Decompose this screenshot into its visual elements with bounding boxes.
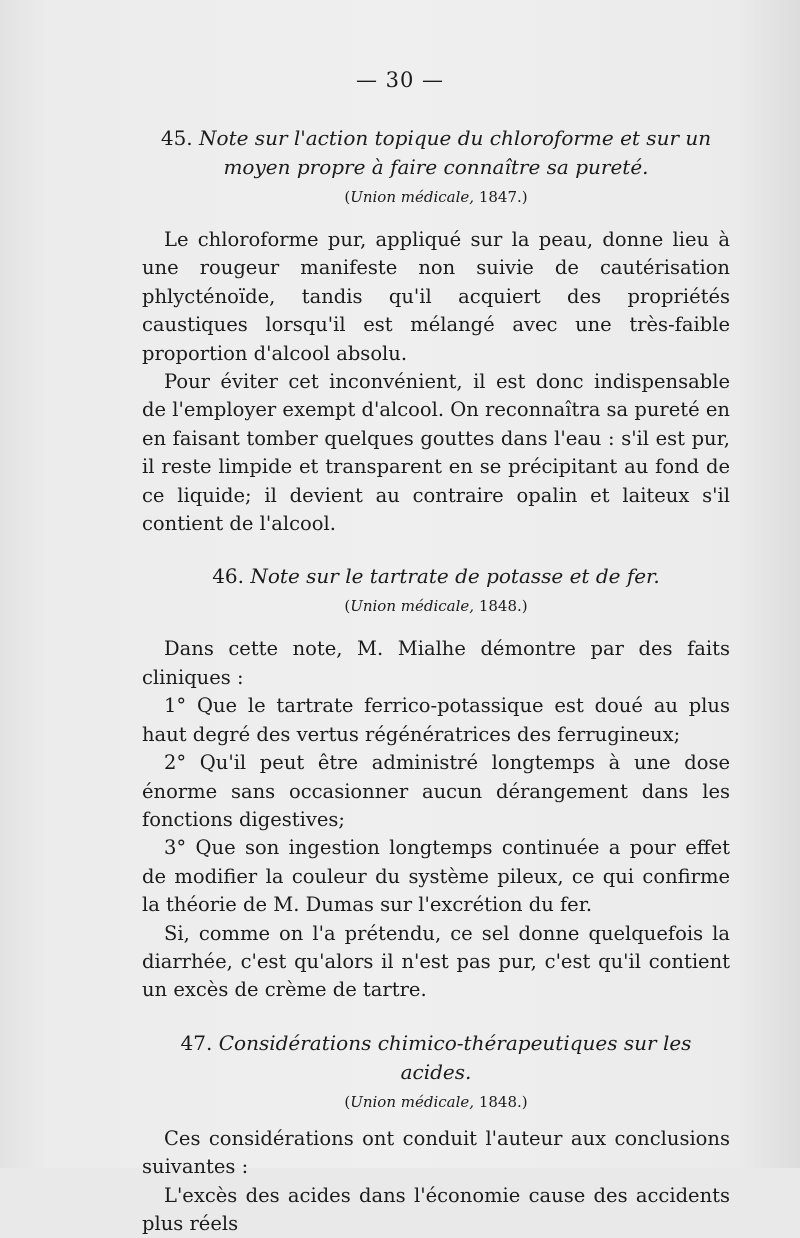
paragraph: Ces considérations ont conduit l'auteur aux conclusions suivantes : xyxy=(142,1126,730,1179)
section-45 xyxy=(142,124,730,538)
source-journal: Union médicale, xyxy=(350,1092,475,1111)
section-46 xyxy=(142,562,730,1004)
list-item: 3° Que son ingestion longtemps continuée a pour effet de modifier la couleur du système pileux, ce qui confirme la théorie de M. Dumas sur l'excrétion du fer. xyxy=(142,836,730,917)
list-item: 1° Que le tartrate ferrico-potassique est doué au plus haut degré des vertus régénératrices des ferrugineux; xyxy=(142,694,730,746)
list-item: 2° Qu'il peut être administré longtemps à une dose énorme sans occasionner aucun dérangement dans les fonctions digestives; xyxy=(142,751,730,831)
paragraph: Si, comme on l'a prétendu, ce sel donne quelquefois la diarrhée, c'est qu'alors il n'est pas pur, c'est qu'il contient un excès de crème de tartre. xyxy=(142,921,730,1002)
section-heading xyxy=(142,124,730,182)
section-title: Considérations chimico-thérapeutiques sur les acides. xyxy=(218,1030,692,1084)
section-number: 47. xyxy=(180,1030,213,1055)
section-heading xyxy=(142,562,730,591)
source-year: 1848. xyxy=(478,597,522,616)
page-body xyxy=(142,124,730,1238)
section-47 xyxy=(142,1029,730,1238)
source-year: 1848. xyxy=(478,1092,522,1111)
paragraph: L'excès des acides dans l'économie cause des accidents plus réels xyxy=(142,1183,730,1235)
paragraph: Le chloroforme pur, appliqué sur la peau, donne lieu à une rougeur manifeste non suivie de cautérisation phlycténoïde, tandis qu'il acquiert des propriétés caustiques lorsqu'il est mélangé avec une très-faible proportion d'alcool absolu. xyxy=(142,228,730,365)
section-source: (Union médicale, 1847.) xyxy=(344,188,528,206)
paragraph: Dans cette note, M. Mialhe démontre par des faits cliniques : xyxy=(142,637,730,689)
section-number: 46. xyxy=(212,564,245,589)
page-number: — 30 — xyxy=(355,68,445,92)
section-source: (Union médicale, 1848.) xyxy=(344,1092,528,1111)
source-journal: Union médicale, xyxy=(350,597,475,616)
section-number: 45. xyxy=(160,126,193,150)
section-title: Note sur le tartrate de potasse et de fer. xyxy=(250,564,660,589)
source-year: 1847. xyxy=(478,188,522,206)
section-source: (Union médicale, 1848.) xyxy=(344,597,528,616)
section-heading xyxy=(142,1029,730,1087)
section-title: Note sur l'action topique du chloroforme et sur un moyen propre à faire connaître sa pureté. xyxy=(199,126,712,179)
source-journal: Union médicale, xyxy=(350,188,475,206)
paragraph: Pour éviter cet inconvénient, il est donc indispensable de l'employer exempt d'alcool. On reconnaîtra sa pureté en en faisant tomber quelques gouttes dans l'eau : s'il est pur, il reste limpide et transparent en se précipitant au fond de ce liquide; il devient au contraire opalin et laiteux s'il contient de l'alcool. xyxy=(142,370,730,536)
